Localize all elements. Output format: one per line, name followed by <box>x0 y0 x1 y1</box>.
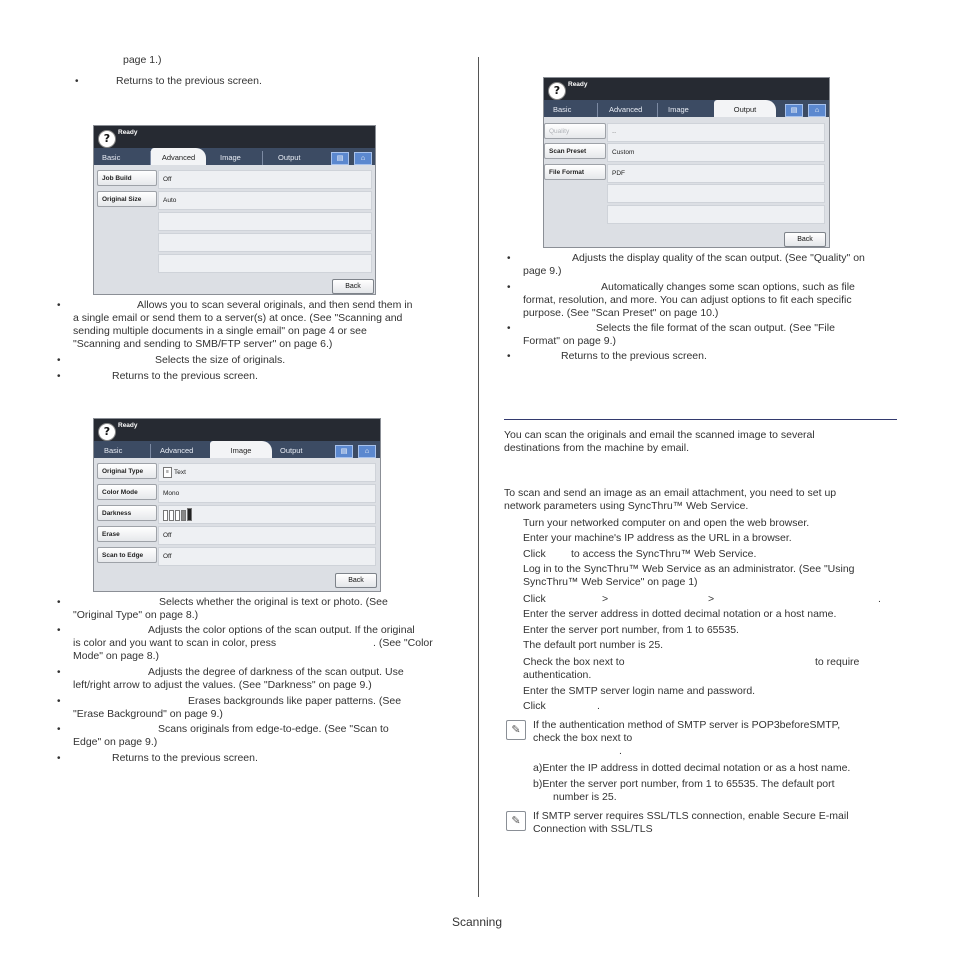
quality-row <box>607 123 825 142</box>
job-build-button[interactable]: Job Build <box>97 170 157 186</box>
original-size-row <box>158 191 372 210</box>
original-type-row <box>158 463 376 482</box>
file-format-row <box>607 164 825 183</box>
setup-text: To scan and send an image as an email attachment, you need to set up <box>504 487 837 499</box>
note-pencil-icon: ✎ <box>506 720 526 740</box>
continued-text: page 1.) <box>123 54 162 66</box>
empty-row <box>607 205 825 224</box>
step-1: Turn your networked computer on and open the web browser. <box>523 517 810 529</box>
back-button[interactable]: Back <box>335 573 377 588</box>
note-text: If SMTP server requires SSL/TLS connection, enable Secure E-mail <box>533 810 849 822</box>
note-substep-b: b)Enter the server port number, from 1 to 65535. The default port <box>533 778 835 790</box>
color-mode-desc: Adjusts the color options of the scan output. If the original <box>148 624 415 636</box>
bullet: • <box>507 282 511 293</box>
home-icon[interactable]: ⌂ <box>354 152 372 165</box>
note-substep-b: number is 25. <box>553 791 617 803</box>
save-settings-icon[interactable]: ▤ <box>335 445 353 458</box>
bullet: • <box>57 724 61 735</box>
section-rule <box>504 419 897 420</box>
tab-output[interactable]: Output <box>280 446 303 455</box>
empty-row <box>607 184 825 203</box>
quality-desc: Adjusts the display quality of the scan output. (See "Quality" on <box>572 252 865 264</box>
darkness-button[interactable]: Darkness <box>97 505 157 521</box>
step-5-separator: > <box>708 593 715 605</box>
color-mode-button[interactable]: Color Mode <box>97 484 157 500</box>
tab-image[interactable]: Image <box>210 441 272 458</box>
back-description: Returns to the previous screen. <box>116 75 262 87</box>
scan-preset-desc: format, resolution, and more. You can adjust options to fit each specific <box>523 294 852 306</box>
back-button[interactable]: Back <box>784 232 826 247</box>
tab-output[interactable]: Output <box>714 100 776 117</box>
step-5: Click <box>523 593 546 605</box>
quality-button[interactable]: Quality <box>544 123 606 139</box>
step-4: SyncThru™ Web Service" on page 1) <box>523 576 698 588</box>
scan-preset-desc: Automatically changes some scan options, such as file <box>601 281 855 293</box>
bullet: • <box>57 300 61 311</box>
quality-value: -- <box>612 129 617 136</box>
scan-to-edge-button[interactable]: Scan to Edge <box>97 547 157 563</box>
step-5-end: . <box>878 593 881 605</box>
note-text: Connection with SSL/TLS <box>533 823 653 835</box>
job-build-desc: a single email or send them to a server(s) at once. (See "Scanning and <box>73 312 403 324</box>
scan-preset-row <box>607 143 825 162</box>
darkness-desc: Adjusts the degree of darkness of the scan output. Use <box>148 666 404 678</box>
note-substep-a: a)Enter the IP address in dotted decimal notation or as a host name. <box>533 762 851 774</box>
ready-status: Ready <box>118 422 138 429</box>
intro-text: destinations from the machine by email. <box>504 442 690 454</box>
tab-divider <box>657 103 658 117</box>
job-build-desc: Allows you to scan several originals, and then send them in <box>137 299 413 311</box>
file-format-button[interactable]: File Format <box>544 164 606 180</box>
job-build-desc: sending multiple documents in a single email" on page 4 or see <box>73 325 367 337</box>
scan-preset-value: Custom <box>612 149 635 156</box>
step-7-note: The default port number is 25. <box>523 639 664 651</box>
original-size-button[interactable]: Original Size <box>97 191 157 207</box>
scan-to-edge-row <box>158 547 376 566</box>
empty-row <box>158 212 372 231</box>
help-icon[interactable]: ? <box>98 130 116 148</box>
step-10: Click <box>523 700 546 712</box>
bullet: • <box>57 597 61 608</box>
ready-status: Ready <box>568 81 588 88</box>
tab-advanced[interactable]: Advanced <box>151 148 206 165</box>
job-build-value: Off <box>163 176 172 183</box>
bullet: • <box>57 667 61 678</box>
tab-bar <box>94 148 375 165</box>
original-type-desc: "Original Type" on page 8.) <box>73 609 199 621</box>
bullet: • <box>507 253 511 264</box>
scan-preset-button[interactable]: Scan Preset <box>544 143 606 159</box>
help-icon[interactable]: ? <box>98 423 116 441</box>
status-bar <box>544 78 829 100</box>
tab-divider <box>150 444 151 458</box>
color-mode-row <box>158 484 376 503</box>
color-mode-desc: . (See "Color <box>373 637 433 649</box>
step-5-separator: > <box>602 593 609 605</box>
file-format-desc: Selects the file format of the scan output. (See "File <box>596 322 835 334</box>
status-bar <box>94 126 375 148</box>
original-size-desc: Selects the size of originals. <box>155 354 286 366</box>
step-7: Enter the server port number, from 1 to 65535. <box>523 624 739 636</box>
tab-advanced[interactable]: Advanced <box>160 446 194 455</box>
help-icon[interactable]: ? <box>548 82 566 100</box>
step-8: Check the box next to <box>523 656 625 668</box>
back-desc: Returns to the previous screen. <box>561 350 707 362</box>
tab-divider <box>262 151 263 165</box>
tab-image[interactable]: Image <box>220 153 241 162</box>
intro-text: You can scan the originals and email the scanned image to several <box>504 429 815 441</box>
bullet: • <box>507 323 511 334</box>
step-3: to access the SyncThru™ Web Service. <box>571 548 757 560</box>
bullet: • <box>57 753 61 764</box>
original-size-value: Auto <box>163 197 177 204</box>
note-pencil-icon: ✎ <box>506 811 526 831</box>
step-4: Log in to the SyncThru™ Web Service as an administrator. (See "Using <box>523 563 855 575</box>
scan-preset-desc: purpose. (See "Scan Preset" on page 10.) <box>523 307 719 319</box>
darkness-gauge-icon <box>163 508 193 524</box>
erase-background-button[interactable]: Erase <box>97 526 157 542</box>
tab-output[interactable]: Output <box>278 153 301 162</box>
job-build-row <box>158 170 372 189</box>
tab-advanced[interactable]: Advanced <box>609 105 643 114</box>
tab-bar <box>544 100 829 117</box>
bullet: • <box>507 351 511 362</box>
note-text: . <box>619 745 622 757</box>
bullet: • <box>75 76 79 87</box>
image-tab-screenshot <box>93 418 381 592</box>
back-desc: Returns to the previous screen. <box>112 370 258 382</box>
original-type-button[interactable]: Original Type <box>97 463 157 479</box>
note-text: check the box next to <box>533 732 633 744</box>
output-tab-screenshot <box>543 77 830 248</box>
column-divider <box>478 57 479 897</box>
step-6: Enter the server address in dotted decimal notation or a host name. <box>523 608 837 620</box>
step-3: Click <box>523 548 546 560</box>
tab-basic[interactable]: Basic <box>104 446 123 455</box>
ready-status: Ready <box>118 129 138 136</box>
tab-basic[interactable]: Basic <box>102 153 121 162</box>
erase-background-row <box>158 526 376 545</box>
step-8: authentication. <box>523 669 592 681</box>
scan-to-edge-desc: Edge" on page 9.) <box>73 736 158 748</box>
file-format-value: PDF <box>612 170 625 177</box>
back-button[interactable]: Back <box>332 279 374 294</box>
step-2: Enter your machine's IP address as the URL in a browser. <box>523 532 792 544</box>
empty-row <box>158 254 372 273</box>
note-text: If the authentication method of SMTP server is POP3beforeSMTP, <box>533 719 841 731</box>
back-desc: Returns to the previous screen. <box>112 752 258 764</box>
erase-background-desc: "Erase Background" on page 9.) <box>73 708 223 720</box>
quality-desc: page 9.) <box>523 265 562 277</box>
job-build-desc: "Scanning and sending to SMB/FTP server" on page 6.) <box>73 338 333 350</box>
save-settings-icon[interactable]: ▤ <box>785 104 803 117</box>
original-type-value: Text <box>174 469 186 476</box>
step-8: to require <box>815 656 860 668</box>
color-mode-desc: is color and you want to scan in color, press <box>73 637 277 649</box>
original-type-desc: Selects whether the original is text or photo. (See <box>159 596 388 608</box>
color-mode-value: Mono <box>163 490 180 497</box>
text-document-icon: ≡ <box>163 467 172 478</box>
tab-divider <box>597 103 598 117</box>
empty-row <box>158 233 372 252</box>
tab-image[interactable]: Image <box>668 105 689 114</box>
darkness-desc: left/right arrow to adjust the values. (See "Darkness" on page 9.) <box>73 679 372 691</box>
scan-to-edge-value: Off <box>163 553 172 560</box>
tab-bar <box>94 441 380 458</box>
erase-background-desc: Erases backgrounds like paper patterns. (See <box>188 695 402 707</box>
bullet: • <box>57 371 61 382</box>
scan-to-edge-desc: Scans originals from edge-to-edge. (See "Scan to <box>158 723 389 735</box>
bullet: • <box>57 355 61 366</box>
erase-background-value: Off <box>163 532 172 539</box>
page-footer: Scanning <box>451 915 503 929</box>
tab-basic[interactable]: Basic <box>553 105 572 114</box>
bullet: • <box>57 625 61 636</box>
step-9: Enter the SMTP server login name and password. <box>523 685 756 697</box>
save-settings-icon[interactable]: ▤ <box>331 152 349 165</box>
home-icon[interactable]: ⌂ <box>808 104 826 117</box>
bullet: • <box>57 696 61 707</box>
color-mode-desc: Mode" on page 8.) <box>73 650 160 662</box>
step-10-end: . <box>597 700 600 712</box>
home-icon[interactable]: ⌂ <box>358 445 376 458</box>
status-bar <box>94 419 380 441</box>
advanced-tab-screenshot <box>93 125 376 295</box>
file-format-desc: Format" on page 9.) <box>523 335 617 347</box>
darkness-row <box>158 505 376 524</box>
setup-text: network parameters using SyncThru™ Web Service. <box>504 500 749 512</box>
